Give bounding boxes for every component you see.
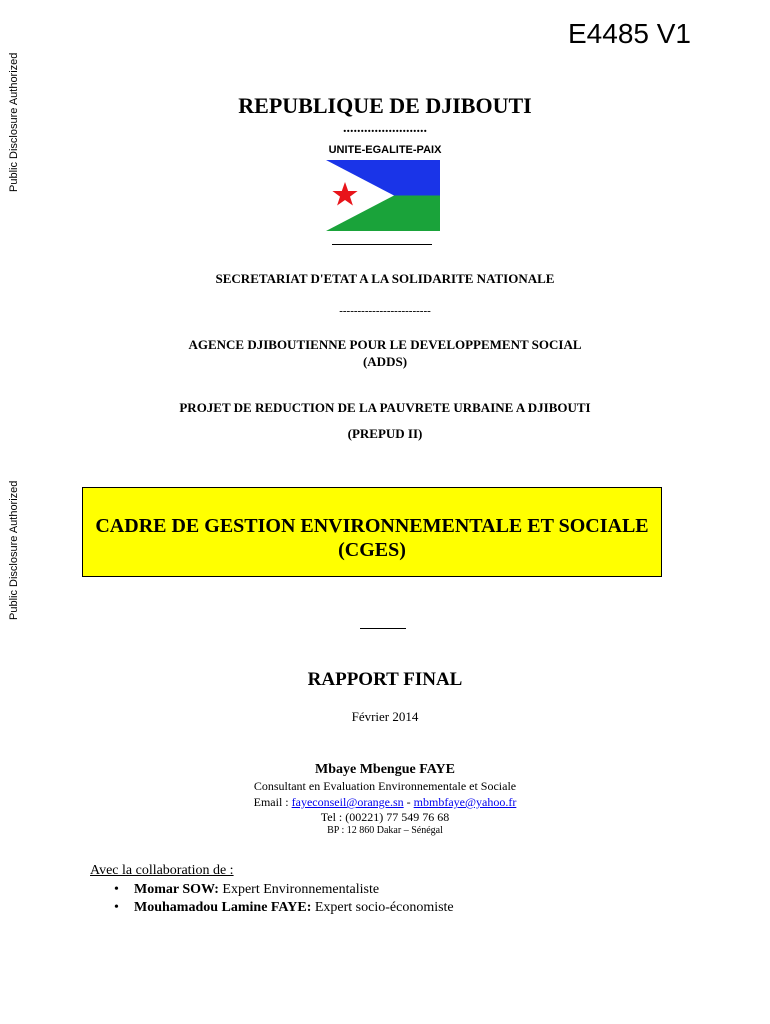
collaborator-item — [90, 899, 454, 917]
title-line-2: (CGES) — [338, 539, 406, 561]
author-bp: BP : 12 860 Dakar – Sénégal — [327, 825, 443, 836]
side-label-text: Public Disclosure Authorized — [8, 52, 20, 192]
report-title: RAPPORT FINAL — [307, 669, 463, 690]
dash-separator: ------------------------- — [339, 305, 431, 317]
email-link-1[interactable]: fayeconseil@orange.sn — [291, 795, 404, 809]
author-email — [0, 795, 770, 810]
title-divider — [360, 628, 406, 629]
collaborator-list — [90, 881, 454, 917]
collaboration-section — [90, 863, 454, 917]
document-id: E4485 V1 — [568, 18, 691, 49]
email-separator: - — [403, 795, 414, 809]
email-label: Email : — [253, 795, 292, 809]
email-link-2[interactable]: mbmbfaye@yahoo.fr — [413, 795, 517, 809]
ministry-name: SECRETARIAT D'ETAT A LA SOLIDARITE NATIONALE — [215, 271, 555, 286]
dots-separator: ........................ — [343, 121, 427, 136]
side-label-text: Public Disclosure Authorized — [8, 480, 20, 620]
collaboration-title: Avec la collaboration de : — [90, 863, 234, 878]
bullet-icon: • — [114, 882, 119, 897]
collaborator-role: Expert Environnementaliste — [218, 882, 380, 897]
header-divider — [332, 244, 432, 245]
collaborator-role: Expert socio-économiste — [311, 900, 454, 915]
project-name: PROJET DE REDUCTION DE LA PAUVRETE URBAINE A DJIBOUTI — [179, 400, 591, 415]
collaborator-name: Momar SOW: — [134, 882, 219, 897]
agency-abbr: (ADDS) — [362, 354, 408, 369]
author-role: Consultant en Evaluation Environnementale et Sociale — [253, 779, 517, 793]
collaborator-name: Mouhamadou Lamine FAYE: — [134, 900, 312, 915]
title-box — [82, 487, 662, 577]
title-line-1: CADRE DE GESTION ENVIRONNEMENTALE ET SOCIALE — [95, 515, 649, 537]
djibouti-flag — [326, 160, 440, 231]
motto: UNITE-EGALITE-PAIX — [328, 144, 442, 156]
author-tel: Tel : (00221) 77 549 76 68 — [320, 810, 450, 824]
author-name: Mbaye Mbengue FAYE — [315, 762, 455, 777]
collaborator-item — [90, 881, 454, 899]
project-abbr: (PREPUD II) — [347, 426, 423, 441]
agency-name: AGENCE DJIBOUTIENNE POUR LE DEVELOPPEMENT SOCIAL — [188, 337, 582, 352]
report-date: Février 2014 — [351, 709, 419, 724]
country-title: REPUBLIQUE DE DJIBOUTI — [238, 93, 532, 118]
bullet-icon: • — [114, 900, 119, 915]
